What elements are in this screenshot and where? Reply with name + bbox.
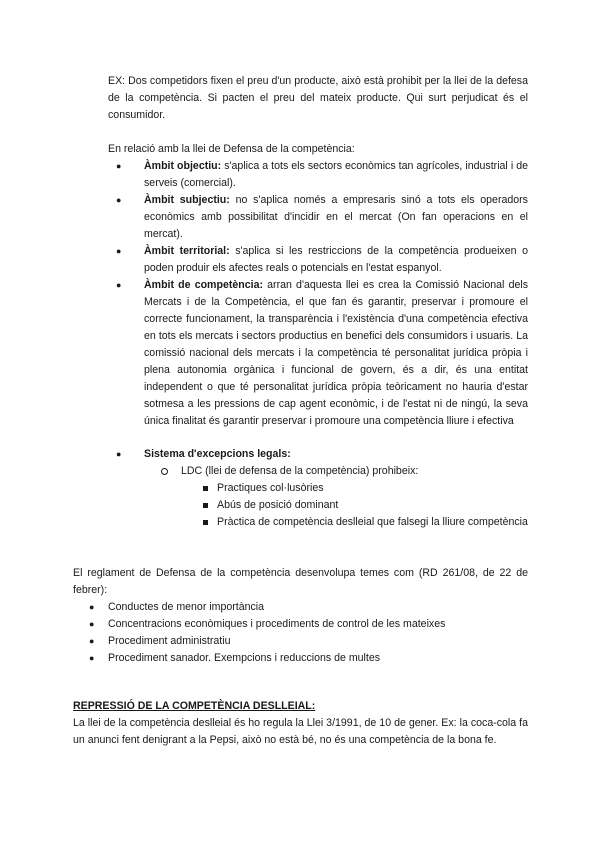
regulation-item: Concentracions econòmiques i procediments de control de les mateixes: [108, 618, 446, 630]
scope-text: arran d'aquesta llei es crea la Comissió Nacional dels Mercats i de la Competència, el que fan és garantir, preservar i promoure el correcte funcionament, la transparència i l'existència d'una competència efectiva en tots els mercats i sectors productius en benefici dels consumidors i usuaris. La comissió nacional dels mercats i la competència té personalitat jurídica pròpia i plena autonomia orgànica i funcional de govern, és a dir, és una entitat independent o que té personalitat jurídica pròpia teòricament no hauria d'estar sotmesa a les pressions de cap agent econòmic, i de l'estat ni de ningú, la seva única finalitat és garantir preservar i promoure una competència lliure i efectiva: [144, 279, 528, 427]
bullet-icon: ●: [89, 636, 95, 646]
scope-term: Àmbit subjectiu:: [144, 194, 230, 206]
exception-item: Abús de posició dominant: [217, 499, 339, 511]
example-paragraph: EX: Dos competidors fixen el preu d'un producte, això està prohibit per la llei de la defesa de la competència. Si pacten el preu del mateix producte. Qui surt perjudicat és el consumidor.: [108, 75, 528, 121]
scope-term: Àmbit objectiu:: [144, 160, 222, 172]
square-bullet-icon: [203, 520, 208, 525]
bullet-icon: ●: [89, 602, 95, 612]
bullet-icon: ●: [116, 161, 122, 171]
scope-subjectiu: [144, 192, 528, 243]
bullet-icon: ●: [116, 280, 122, 290]
scope-competencia: [144, 277, 528, 430]
exceptions-title: Sistema d'excepcions legals:: [144, 448, 291, 460]
ldc-intro: En relació amb la llei de Defensa de la competència:: [108, 143, 355, 155]
square-bullet-icon: [203, 486, 208, 491]
scope-territorial: [144, 243, 528, 277]
regulation-intro: El reglament de Defensa de la competència desenvolupa temes com (RD 261/08, de 22 de febrer):: [73, 567, 528, 596]
bullet-icon: ●: [89, 653, 95, 663]
bullet-icon: ●: [116, 449, 122, 459]
regulation-item: Procediment administratiu: [108, 635, 231, 647]
square-bullet-icon: [203, 503, 208, 508]
bullet-icon: ●: [116, 195, 122, 205]
bullet-icon: ●: [116, 246, 122, 256]
scope-text: s'aplica si les restriccions de la competència produeixen o poden produir els afectes reals o potencials en l'estat espanyol.: [144, 245, 528, 274]
scope-term: Àmbit territorial:: [144, 245, 230, 257]
unfair-paragraph: La llei de la competència deslleial és ho regula la Llei 3/1991, de 10 de gener. Ex: la coca-cola fa un anunci fent denigrant a la Pepsi, això no està bé, no és una competència de la bona fe.: [73, 717, 528, 746]
section-heading: REPRESSIÓ DE LA COMPETÈNCIA DESLLEIAL:: [73, 700, 316, 712]
exception-item: Practiques col·lusòries: [217, 482, 324, 494]
scope-objectiu: [144, 158, 528, 192]
circle-bullet-icon: [161, 468, 168, 475]
regulation-item: Procediment sanador. Exempcions i reduccions de multes: [108, 652, 381, 664]
scope-text: no s'aplica només a empresaris sinó a tots els operadors econòmics amb possibilitat d'incidir en el mercat (On fan operacions en el mercat).: [144, 194, 528, 240]
bullet-icon: ●: [89, 619, 95, 629]
scope-term: Àmbit de competència:: [144, 279, 263, 291]
regulation-item: Conductes de menor importància: [108, 601, 265, 613]
exception-item: Pràctica de competència deslleial que falsegi la lliure competència: [217, 516, 528, 528]
ldc-prohibits: LDC (llei de defensa de la competència) prohibeix:: [181, 465, 419, 477]
scope-text: s'aplica a tots els sectors econòmics tan agrícoles, industrial i de serveis (comercial).: [144, 160, 528, 189]
